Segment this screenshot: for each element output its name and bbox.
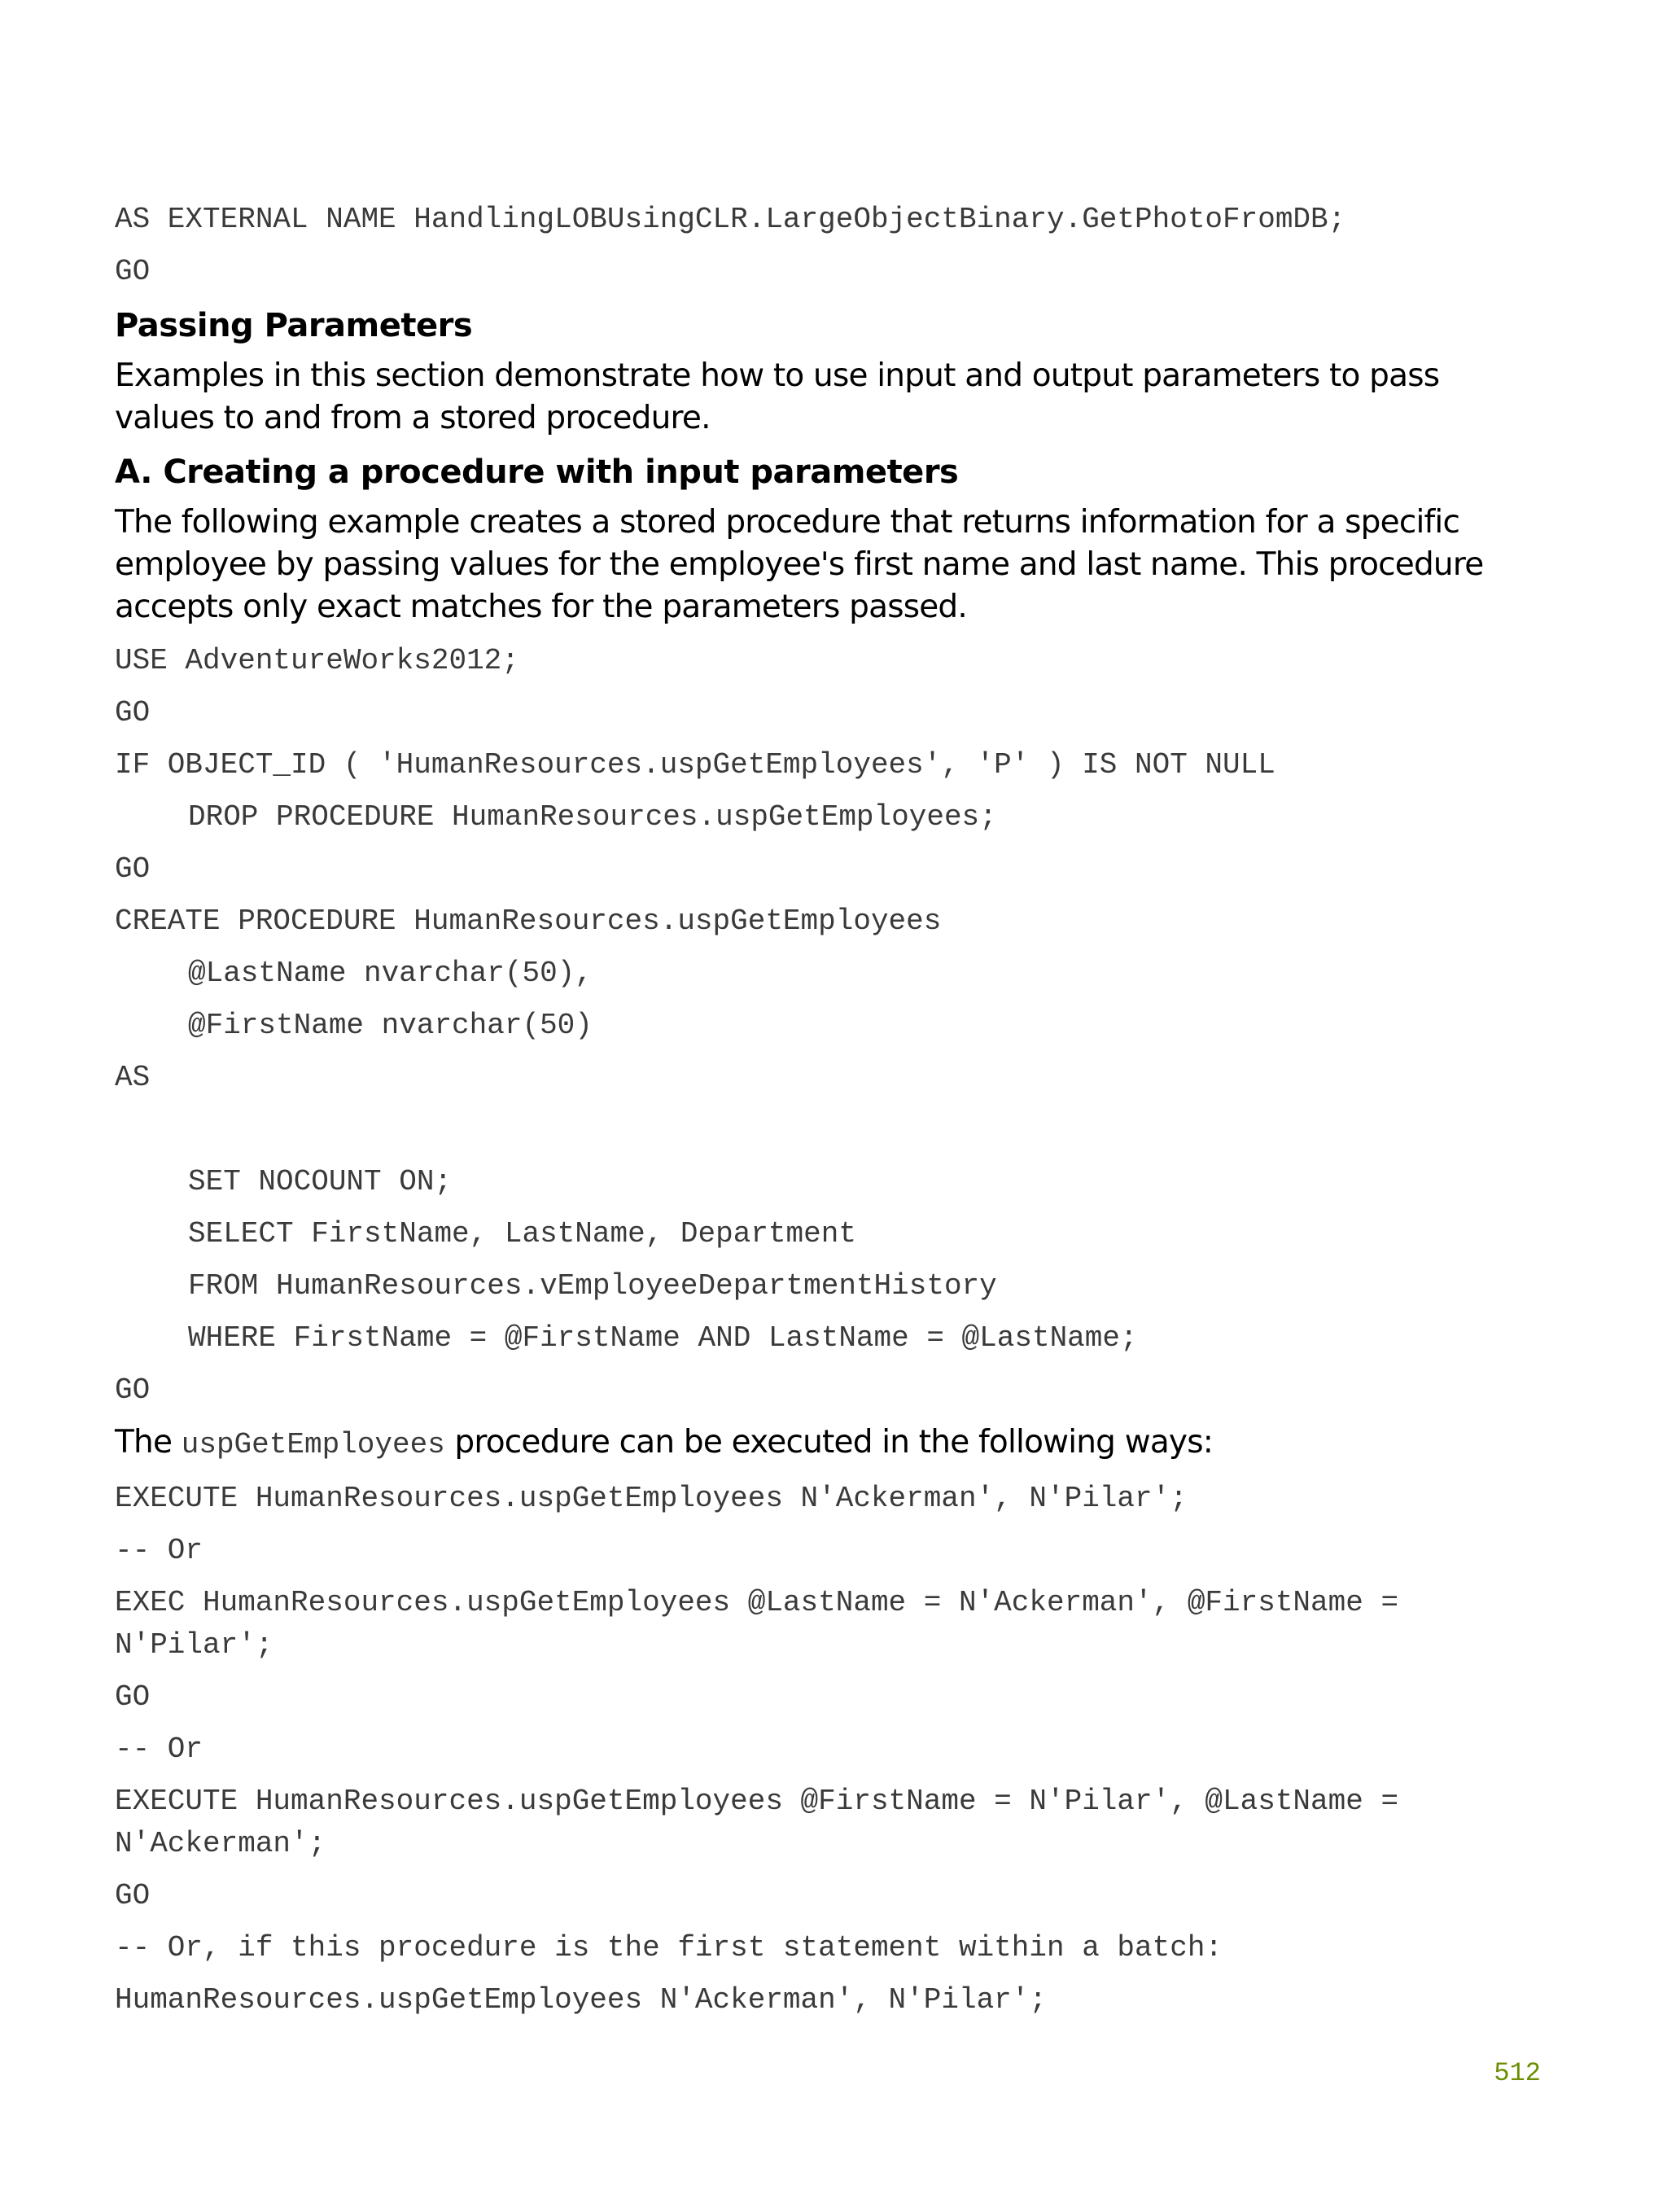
page-number: 512 xyxy=(1494,2058,1541,2088)
code-line: HumanResources.uspGetEmployees N'Ackerman', N'Pilar'; xyxy=(115,1983,1047,2017)
exec-sentence xyxy=(115,1421,1547,1466)
code-comment: -- Or, if this procedure is the first statement within a batch: xyxy=(115,1931,1223,1965)
code-line: GO xyxy=(115,1373,151,1407)
code-line: GO xyxy=(115,255,151,288)
code-block-execute xyxy=(115,1478,1547,2021)
code-line: GO xyxy=(115,1680,151,1714)
code-comment: -- Or xyxy=(115,1732,203,1766)
code-line: EXECUTE HumanResources.uspGetEmployees @FirstName = N'Pilar', @LastName = N'Ackerman'; xyxy=(115,1785,1416,1860)
code-blank-line xyxy=(115,1109,1547,1151)
document-page xyxy=(115,199,1547,2031)
code-line: EXEC HumanResources.uspGetEmployees @LastName = N'Ackerman', @FirstName = N'Pilar'; xyxy=(115,1586,1416,1662)
code-line: SELECT FirstName, LastName, Department xyxy=(188,1217,856,1251)
code-block-procedure xyxy=(115,640,1547,1412)
exec-sentence-after: procedure can be executed in the following ways: xyxy=(444,1424,1214,1461)
code-line: FROM HumanResources.vEmployeeDepartmentHistory xyxy=(188,1269,997,1303)
code-line: AS EXTERNAL NAME HandlingLOBUsingCLR.LargeObjectBinary.GetPhotoFromDB; xyxy=(115,203,1346,236)
subsection-heading: A. Creating a procedure with input parameters xyxy=(115,453,959,491)
code-line: CREATE PROCEDURE HumanResources.uspGetEmployees xyxy=(115,905,942,938)
code-comment: -- Or xyxy=(115,1534,203,1567)
code-line: @LastName nvarchar(50), xyxy=(188,957,593,990)
code-line: AS xyxy=(115,1061,151,1094)
code-line: GO xyxy=(115,1879,151,1912)
exec-sentence-before: The xyxy=(115,1424,182,1461)
inline-code: uspGetEmployees xyxy=(181,1428,445,1461)
code-line: WHERE FirstName = @FirstName AND LastName = @LastName; xyxy=(188,1321,1138,1355)
code-line: IF OBJECT_ID ( 'HumanResources.uspGetEmployees', 'P' ) IS NOT NULL xyxy=(115,748,1275,782)
section-intro: Examples in this section demonstrate how to use input and output parameters to pass values to and from a stored procedure. xyxy=(115,357,1440,436)
code-line: DROP PROCEDURE HumanResources.uspGetEmployees; xyxy=(188,800,997,834)
code-line: GO xyxy=(115,852,151,886)
code-line: EXECUTE HumanResources.uspGetEmployees N'Ackerman', N'Pilar'; xyxy=(115,1482,1188,1515)
subsection-description: The following example creates a stored procedure that returns information for a specific employee by passing values for the employee's first name and last name. This procedure accepts only exact matches for the parameters passed. xyxy=(115,504,1484,625)
code-line: USE AdventureWorks2012; xyxy=(115,644,519,677)
code-line: @FirstName nvarchar(50) xyxy=(188,1009,593,1042)
code-line: SET NOCOUNT ON; xyxy=(188,1165,453,1198)
code-line: GO xyxy=(115,696,151,729)
section-heading: Passing Parameters xyxy=(115,307,473,344)
